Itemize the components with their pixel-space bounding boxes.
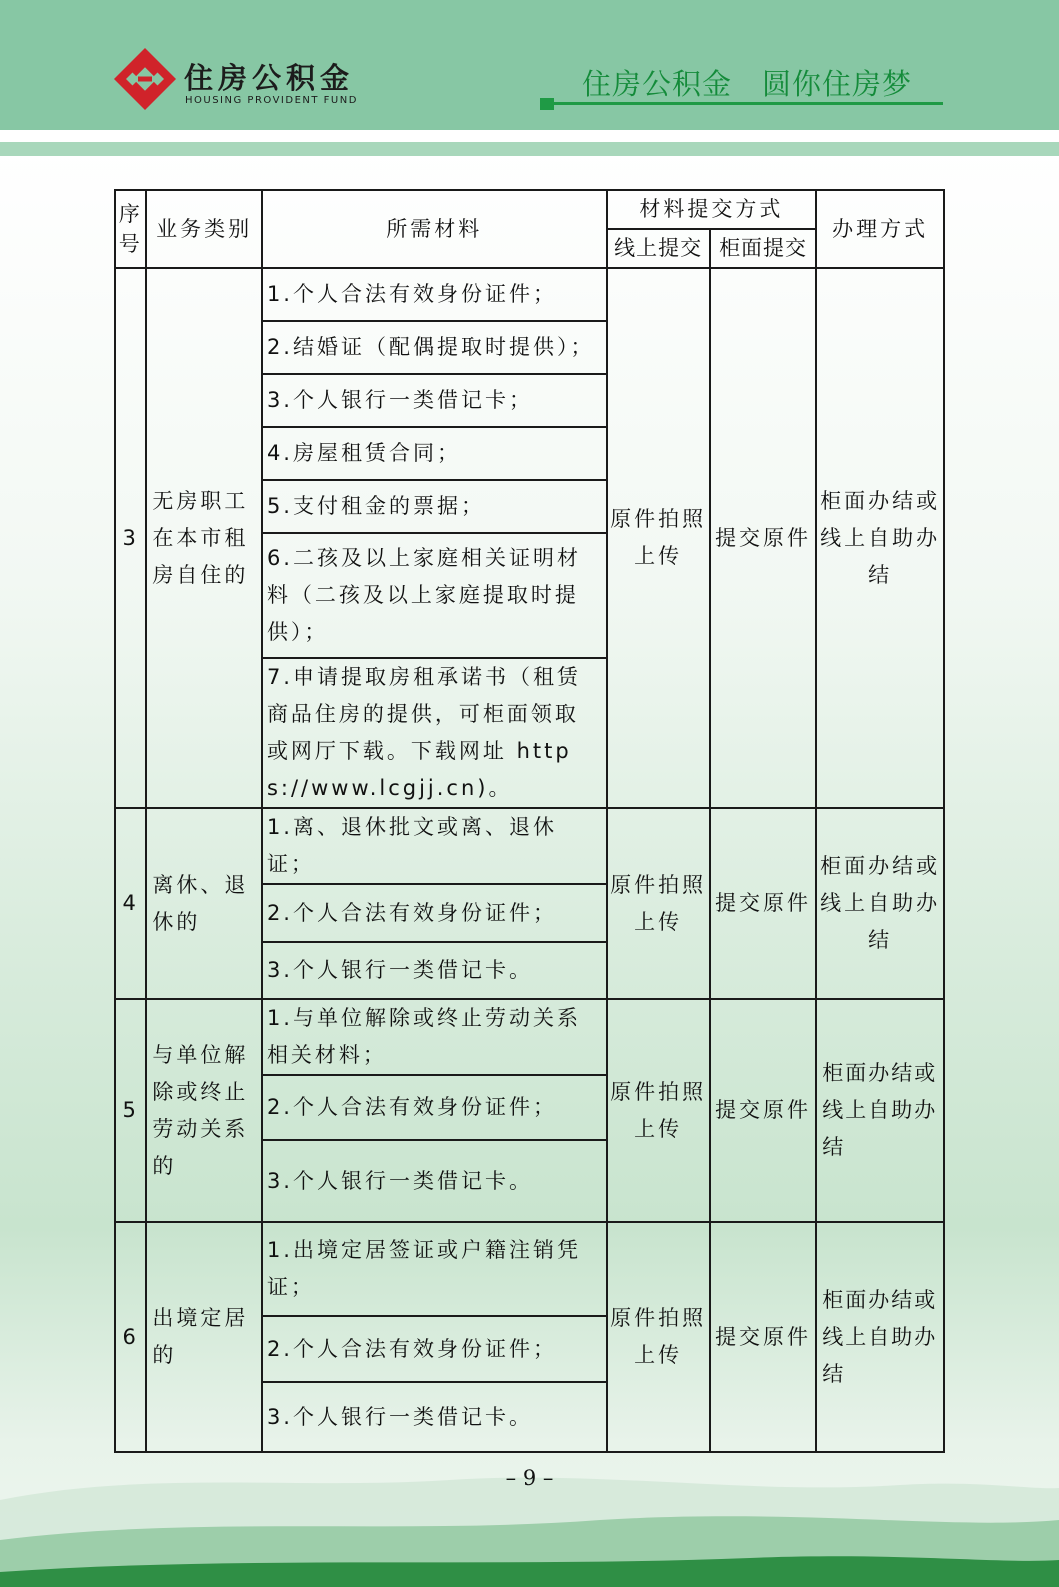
counter-submit-cell: 提交原件 bbox=[710, 808, 816, 999]
header-materials: 所需材料 bbox=[262, 190, 607, 268]
row-seq: 4 bbox=[115, 808, 146, 999]
page-number: – 9 – bbox=[505, 1466, 554, 1490]
online-submit-cell: 原件拍照上传 bbox=[607, 808, 710, 999]
row-category: 出境定居的 bbox=[146, 1222, 262, 1452]
material-item: 2.个人合法有效身份证件； bbox=[262, 1075, 607, 1140]
material-item: 7.申请提取房租承诺书（租赁商品住房的提供，可柜面领取或网厅下载。下载网址 https://www.lcgjj.cn)。 bbox=[262, 658, 607, 808]
counter-submit-cell: 提交原件 bbox=[710, 268, 816, 808]
material-item: 2.结婚证（配偶提取时提供）； bbox=[262, 321, 607, 374]
header-handling: 办理方式 bbox=[816, 190, 944, 268]
material-item: 5.支付租金的票据； bbox=[262, 480, 607, 533]
material-item: 1.个人合法有效身份证件； bbox=[262, 268, 607, 321]
material-item: 1.离、退休批文或离、退休证； bbox=[262, 808, 607, 884]
material-item: 4.房屋租赁合同； bbox=[262, 427, 607, 480]
slogan-underline bbox=[550, 102, 943, 105]
online-submit-cell: 原件拍照上传 bbox=[607, 268, 710, 808]
handling-cell: 柜面办结或线上自助办结 bbox=[816, 1222, 944, 1452]
header-seq: 序号 bbox=[115, 190, 146, 268]
header-slogan: 住房公积金 圆你住房梦 bbox=[582, 67, 913, 101]
header-category: 业务类别 bbox=[146, 190, 262, 268]
material-item: 3.个人银行一类借记卡。 bbox=[262, 942, 607, 999]
requirements-table bbox=[114, 189, 945, 1453]
row-seq: 5 bbox=[115, 999, 146, 1222]
header-online: 线上提交 bbox=[607, 229, 710, 268]
material-item: 3.个人银行一类借记卡。 bbox=[262, 1140, 607, 1222]
row-category: 离休、退休的 bbox=[146, 808, 262, 999]
row-category: 无房职工在本市租房自住的 bbox=[146, 268, 262, 808]
header-band bbox=[0, 142, 1059, 156]
handling-cell: 柜面办结或线上自助办结 bbox=[816, 999, 944, 1222]
handling-cell: 柜面办结或线上自助办结 bbox=[816, 268, 944, 808]
material-item: 1.与单位解除或终止劳动关系相关材料； bbox=[262, 999, 607, 1075]
row-category: 与单位解除或终止劳动关系的 bbox=[146, 999, 262, 1222]
row-seq: 3 bbox=[115, 268, 146, 808]
counter-submit-cell: 提交原件 bbox=[710, 999, 816, 1222]
logo-subtitle: HOUSING PROVIDENT FUND bbox=[185, 95, 358, 106]
handling-cell: 柜面办结或线上自助办结 bbox=[816, 808, 944, 999]
material-item: 2.个人合法有效身份证件； bbox=[262, 1316, 607, 1382]
logo-title: 住房公积金 bbox=[184, 61, 355, 95]
material-item: 3.个人银行一类借记卡。 bbox=[262, 1382, 607, 1452]
online-submit-cell: 原件拍照上传 bbox=[607, 999, 710, 1222]
housing-fund-logo-icon bbox=[112, 46, 178, 112]
counter-submit-cell: 提交原件 bbox=[710, 1222, 816, 1452]
material-item: 2.个人合法有效身份证件； bbox=[262, 884, 607, 942]
header-counter: 柜面提交 bbox=[710, 229, 816, 268]
row-seq: 6 bbox=[115, 1222, 146, 1452]
material-item: 3.个人银行一类借记卡； bbox=[262, 374, 607, 427]
material-item: 1.出境定居签证或户籍注销凭证； bbox=[262, 1222, 607, 1316]
material-item: 6.二孩及以上家庭相关证明材料（二孩及以上家庭提取时提供）； bbox=[262, 533, 607, 658]
online-submit-cell: 原件拍照上传 bbox=[607, 1222, 710, 1452]
header-submit-method: 材料提交方式 bbox=[607, 190, 817, 229]
